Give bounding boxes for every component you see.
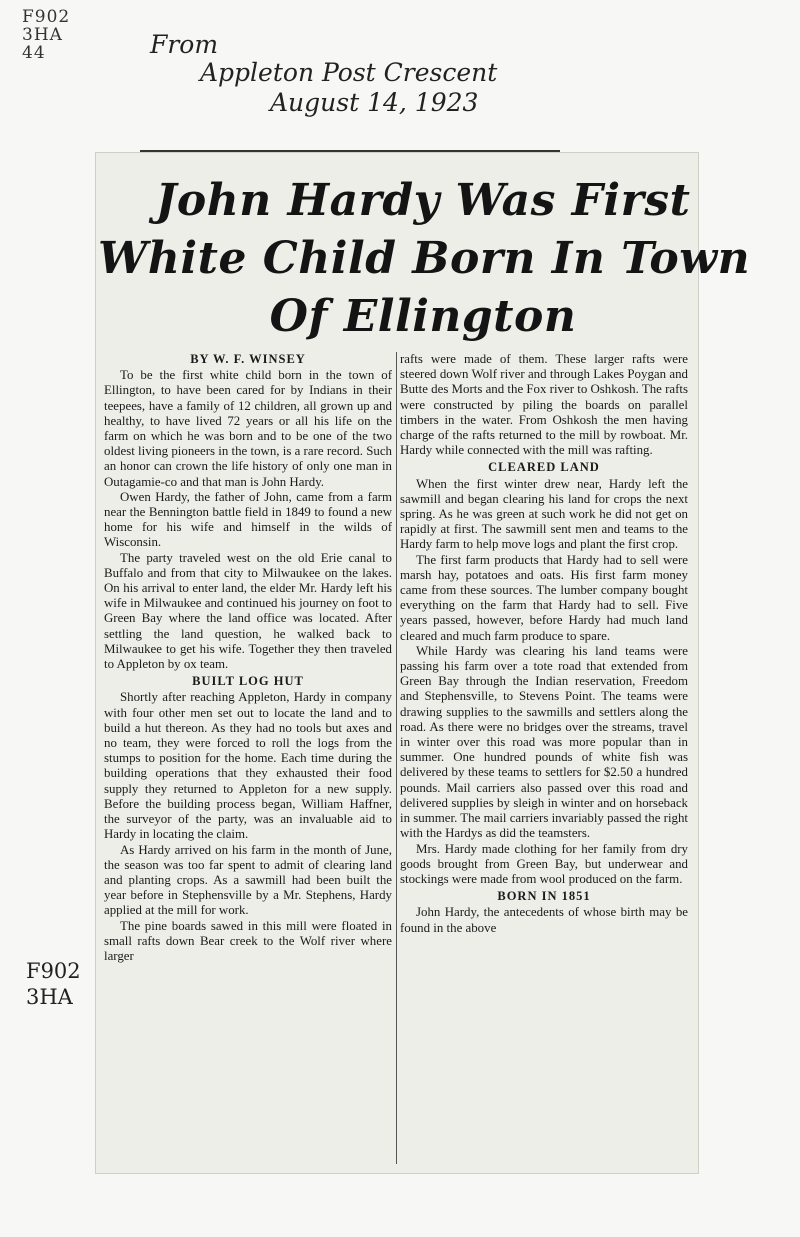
source-note-paper: Appleton Post Crescent <box>200 58 498 87</box>
headline-line: John Hardy Was First <box>155 175 691 226</box>
headline-line: White Child Born In Town <box>98 233 751 284</box>
article-paragraph: As Hardy arrived on his farm in the month of June, the season was too far spent to admit of clearing land and planting crops. As a sawmill had been built the year before in Stephensville by a Mr. Stephens, Hardy applied at the mill for work. <box>104 842 392 918</box>
section-subhead: BORN IN 1851 <box>497 889 591 904</box>
source-note-date: August 14, 1923 <box>270 88 479 117</box>
article-paragraph: To be the first white child born in the town of Ellington, to have been cared for by Indians in their teepees, have a family of 12 children, all grown up and healthy, to have lived 72 years or all his life on the farm on which he was born and to be one of the two oldest living pioneers in the town, is a rare record. Such an honor can crown the life history of only one man in Outagamie-co and that man is John Hardy. <box>104 368 392 489</box>
clipping-top-rule <box>140 150 560 152</box>
column-divider <box>396 352 397 1164</box>
catalog-line: F902 <box>22 7 71 27</box>
byline: BY W. F. WINSEY <box>190 352 306 366</box>
article-paragraph: Mrs. Hardy made clothing for her family from dry goods brought from Green Bay, but underwear and stockings were made from wool produced on the farm. <box>400 841 688 886</box>
article-column-right <box>400 352 688 1164</box>
article-paragraph: John Hardy, the antecedents of whose birth may be found in the above <box>400 905 688 935</box>
section-subhead: CLEARED LAND <box>488 460 600 475</box>
catalog-number-side <box>26 958 81 1010</box>
right-column-body <box>400 352 688 936</box>
article-paragraph: Owen Hardy, the father of John, came from a farm near the Bennington battle field in 1849 to found a new home for his wife and himself in the wilds of Wisconsin. <box>104 489 392 550</box>
catalog-number-top <box>22 8 70 62</box>
article-paragraph: When the first winter drew near, Hardy left the sawmill and began clearing his land for crops the next spring. As he was green at such work he did not get on rapidly at first. The sawmill sent men and teams to the Hardy farm to help move logs and plant the first crop. <box>400 476 688 552</box>
article-paragraph: While Hardy was clearing his land teams were passing his farm over a tote road that extended from Green Bay through the Indian reservation, Freedom and Stephensville, to Stevens Point. The teams were drawing supplies to the sawmills and settlers along the road. As there were no bridges over the streams, travel in winter over this road was more popular than in summer. One hundred pounds of white fish was delivered by these teams to settlers for $2.50 a hundred pounds. Mail carriers also passed over this road and delivered supplies by sleigh in winter and on horseback in summer. The mail carriers invariably passed the right with the Hardys as did the teamsters. <box>400 643 688 841</box>
section-subhead: BUILT LOG HUT <box>192 674 304 689</box>
left-column-body <box>104 368 392 964</box>
catalog-line: 3HA <box>26 985 73 1009</box>
catalog-line: F902 <box>26 959 81 983</box>
article-paragraph: The party traveled west on the old Erie canal to Buffalo and from that city to Milwaukee on the lakes. On his arrival to enter land, the elder Mr. Hardy left his wife in Milwaukee and continued his journey on foot to Green Bay where the land office was located. After settling the land question, he walked back to Milwaukee to get his wife. Together they then traveled to Appleton by ox team. <box>104 550 392 672</box>
article-paragraph: Shortly after reaching Appleton, Hardy in company with four other men set out to locate the land and to build a hut thereon. As they had no tools but axes and no team, they were forced to roll the logs from the stumps to position for the home. Each time during the building operations that they exhausted their food supply they returned to Appleton for a new supply. Before the building process began, William Haffner, the surveyor of the party, was an invaluable aid to Hardy in locating the claim. <box>104 690 392 842</box>
article-paragraph: The first farm products that Hardy had to sell were marsh hay, potatoes and oats. His first farm money came from these sources. The lumber company bought everything on the farm that Hardy had to sell. Five years passed, however, before Hardy had much land cleared and much farm produce to spare. <box>400 552 688 643</box>
article-paragraph: The pine boards sawed in this mill were floated in small rafts down Bear creek to the Wolf river where larger <box>104 918 392 963</box>
source-note-from: From <box>150 30 219 59</box>
article-headline <box>98 172 751 346</box>
catalog-line: 3HA <box>22 25 63 45</box>
headline-line: Of Ellington <box>269 291 577 342</box>
catalog-line: 44 <box>22 43 46 63</box>
article-column-left <box>104 352 392 1164</box>
article-paragraph: rafts were made of them. These larger rafts were steered down Wolf river and through Lakes Poygan and Butte des Morts and the Fox river to Oshkosh. The rafts were constructed by piling the boards on parallel timbers in the water. From Oshkosh the men having charge of the rafts returned to the mill by rowboat. Mr. Hardy while connected with the mill was rafting. <box>400 352 688 458</box>
